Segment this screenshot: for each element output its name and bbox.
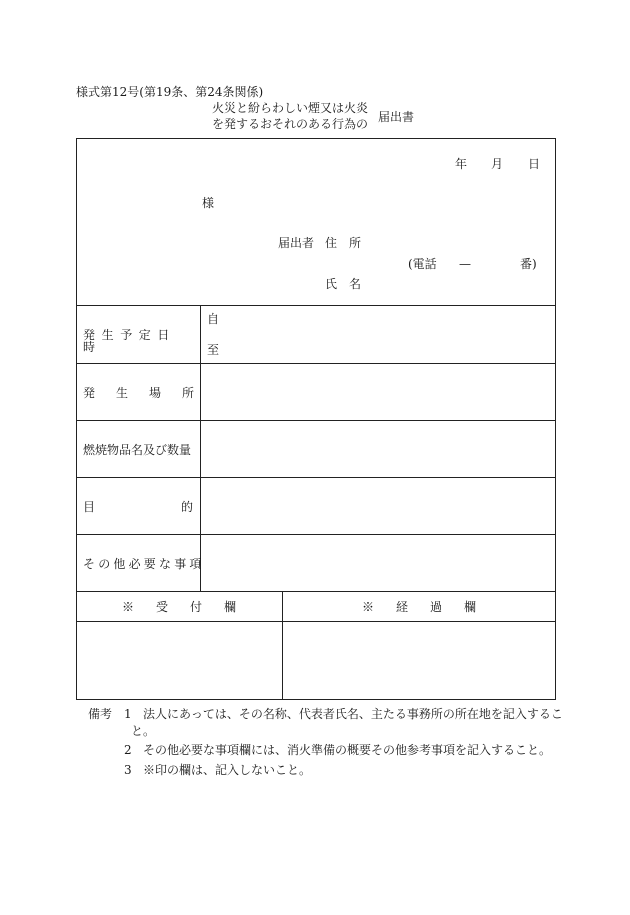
note-1-continuation: と。 bbox=[131, 724, 156, 738]
to-label: 至 bbox=[207, 343, 220, 357]
title-line-2: を発するおそれのある行為の bbox=[212, 117, 369, 131]
date-month: 月 bbox=[491, 157, 504, 171]
note-1-number: 1 bbox=[124, 707, 132, 721]
note-3-number: 3 bbox=[124, 763, 132, 777]
notes-heading: 備考 bbox=[88, 707, 113, 721]
address-label: 住 所 bbox=[325, 236, 362, 250]
from-label: 自 bbox=[207, 312, 220, 326]
row-label-purpose bbox=[83, 500, 280, 514]
phone-prefix: (電話 bbox=[408, 257, 437, 271]
phone-dash: — bbox=[459, 257, 471, 271]
title-suffix: 届出書 bbox=[378, 110, 415, 124]
row-label-location: 発生場所 bbox=[83, 386, 216, 400]
date-year: 年 bbox=[455, 157, 468, 171]
purpose-text: 目的 bbox=[83, 500, 280, 514]
date-day: 日 bbox=[528, 157, 541, 171]
row-label-items-quantity: 燃焼物品名及び数量 bbox=[83, 443, 192, 457]
name-label: 氏 名 bbox=[325, 277, 362, 291]
form-table bbox=[76, 138, 556, 700]
form-number: 様式第12号(第19条、第24条関係) bbox=[76, 85, 264, 99]
reception-column-header: ※ 受 付 欄 bbox=[122, 600, 242, 614]
note-1-text: 法人にあっては、その名称、代表者氏名、主たる事務所の所在地を記入するこ bbox=[143, 707, 563, 721]
row-label-scheduled-datetime bbox=[83, 329, 193, 353]
note-2-text: その他必要な事項欄には、消火準備の概要その他参考事項を記入すること。 bbox=[143, 743, 552, 757]
row-label-other: その他必要な事項 bbox=[83, 557, 205, 571]
label-text: 発生予定日時 bbox=[83, 328, 177, 354]
note-2-number: 2 bbox=[124, 743, 132, 757]
notifier-label: 届出者 bbox=[278, 236, 315, 250]
title-line-1: 火災と紛らわしい煙又は火炎 bbox=[212, 101, 369, 115]
note-3-text: ※印の欄は、記入しないこと。 bbox=[143, 763, 312, 777]
progress-column-header: ※ 経 過 欄 bbox=[362, 600, 482, 614]
phone-suffix: 番) bbox=[520, 257, 537, 271]
addressee-suffix: 様 bbox=[202, 196, 215, 210]
